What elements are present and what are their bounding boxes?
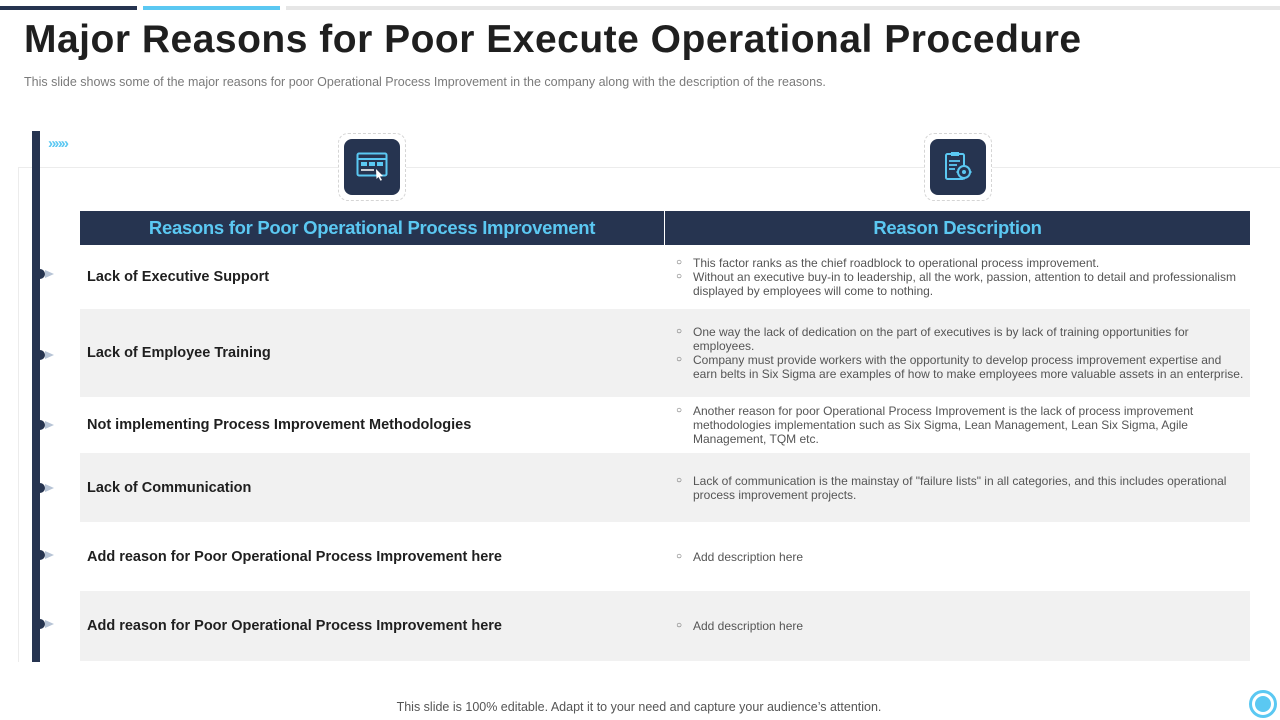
table-row (80, 522, 1250, 591)
bullet-marker: ○ (676, 620, 683, 631)
page-title: Major Reasons for Poor Execute Operational Procedure (24, 18, 1082, 61)
table-row (80, 591, 1250, 661)
reason-description (665, 404, 1250, 446)
frame-line (18, 167, 1280, 168)
description-bullet: ○ Add description here (676, 619, 804, 633)
reason-label: Lack of Employee Training (87, 345, 271, 361)
bullet-marker: ○ (676, 550, 683, 562)
description-bullet: ○ This factor ranks as the chief roadblock to operational process improvement. (676, 256, 1100, 270)
checklist-gear-icon (930, 139, 986, 195)
reason-label: Not implementing Process Improvement Methodologies (87, 417, 472, 433)
reason-label: Add reason for Poor Operational Process Improvement here (87, 618, 502, 634)
corner-circle-fill (1255, 696, 1271, 712)
reason-label: Add reason for Poor Operational Process Improvement here (87, 548, 502, 565)
checklist-gear-icon-frame (924, 133, 992, 201)
bullet-marker: ○ (676, 474, 683, 486)
row-marker (35, 618, 55, 630)
table-row (80, 309, 1250, 397)
reason-label: Lack of Communication (87, 479, 252, 496)
browser-window-icon-frame (338, 133, 406, 201)
column-header-description: Reason Description (873, 217, 1042, 238)
top-accent-bar-navy (0, 6, 137, 10)
reason-description (665, 474, 1250, 502)
reason-label: Lack of Executive Support (87, 269, 270, 285)
reason-description (665, 256, 1250, 298)
column-header-reasons: Reasons for Poor Operational Process Improvement (80, 211, 665, 245)
bullet-marker: ○ (676, 257, 683, 268)
top-accent-bar-gray (286, 6, 1280, 10)
description-bullet: ○ Without an executive buy-in to leadership, all the work, passion, attention to detail and professionalism displayed by employees will come to nothing. (676, 270, 1236, 298)
description-bullet: ○ One way the lack of dedication on the part of executives is by lack of training opportunities for employees. (676, 325, 1189, 353)
row-marker (35, 268, 55, 280)
browser-window-icon (344, 139, 400, 195)
row-marker (35, 482, 55, 494)
footer-note: This slide is 100% editable. Adapt it to your need and capture your audience’s attention. (396, 700, 882, 714)
bullet-marker: ○ (676, 326, 683, 337)
description-bullet: ○ Another reason for poor Operational Process Improvement is the lack of process improvement methodologies implementation such as Six Sigma, Lean Management, Lean Six Sigma, Agile Management, TQM etc. (676, 404, 1194, 446)
bullet-marker: ○ (676, 405, 683, 416)
reason-description (665, 619, 1250, 633)
description-bullet: ○ Add description here (676, 549, 804, 564)
table-row (80, 245, 1250, 309)
timeline-bar (32, 131, 40, 662)
table-row (80, 397, 1250, 453)
row-marker (35, 349, 55, 361)
top-accent-bar-blue (143, 6, 280, 10)
reason-description (665, 550, 1250, 564)
frame-line (18, 167, 19, 662)
row-marker (35, 419, 55, 431)
description-bullet: ○ Lack of communication is the mainstay of "failure lists" in all categories, and this includes operational process improvement projects. (676, 473, 1227, 502)
description-bullet: ○ Company must provide workers with the opportunity to develop process improvement expertise and earn belts in Six Sigma are examples of how to make employees more valuable assets in an enterprise. (676, 353, 1244, 381)
bullet-marker: ○ (676, 271, 683, 282)
reason-description (665, 325, 1250, 381)
table-row (80, 453, 1250, 522)
bullet-marker: ○ (676, 354, 683, 365)
chevrons-icon: »»» (48, 135, 68, 152)
page-subtitle: This slide shows some of the major reasons for poor Operational Process Improvement in the company along with the description of the reasons. (24, 75, 826, 89)
table-header (80, 211, 1250, 245)
row-marker (35, 549, 55, 561)
